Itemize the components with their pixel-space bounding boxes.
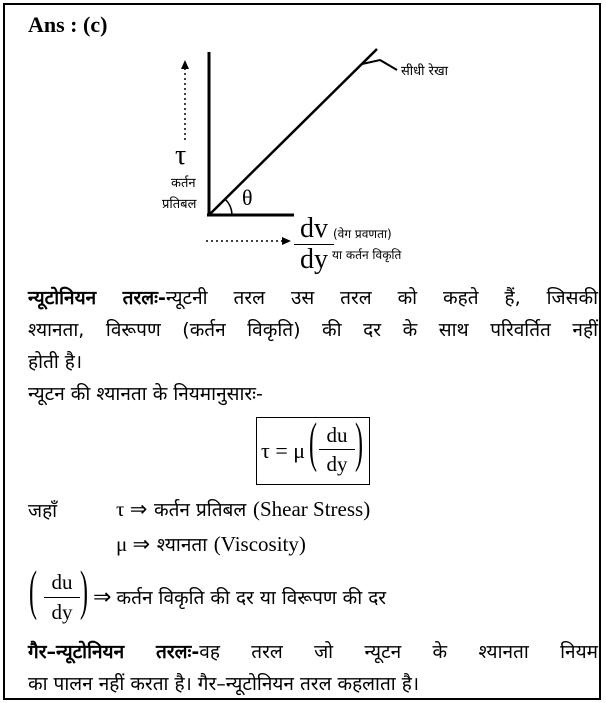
newtonian-paragraph <box>28 282 598 378</box>
right-arrow-head <box>282 237 291 245</box>
non-newtonian-text-line1: वह तरल जो न्यूटन के श्यानता नियम <box>199 641 598 663</box>
rate-num: du <box>44 568 80 598</box>
newtonian-heading: न्यूटोनियन तरलः- <box>28 287 166 309</box>
newtonian-text-line3: होती है। <box>28 351 83 373</box>
formula-lhs: τ = μ <box>261 438 306 463</box>
rate-left-paren: ( <box>29 562 37 623</box>
x-fraction <box>294 214 334 275</box>
angle-arc <box>225 199 232 215</box>
where-label: जहाँ <box>28 500 58 522</box>
tau-symbol: τ <box>175 140 187 171</box>
rate-right-paren: ) <box>80 562 88 623</box>
definition-english: (Viscosity) <box>213 532 306 556</box>
formula-box <box>256 414 370 485</box>
line-label: सीधी रेखा <box>401 64 448 79</box>
definition-english: (Shear Stress) <box>252 497 371 521</box>
rate-text: कर्तन विकृति की दर या विरूपण की दर <box>116 587 387 609</box>
x-label-line1: (वेग प्रवणता) <box>333 227 392 241</box>
non-newtonian-heading: गैर–न्यूटोनियन तरलः- <box>28 641 200 663</box>
y-label-line1: कर्तन <box>171 176 196 191</box>
y-label-line2: प्रतिबल <box>162 197 197 212</box>
definition-hindi: श्यानता <box>156 534 208 556</box>
up-arrow-head <box>181 60 189 69</box>
formula-right-paren: ) <box>355 414 363 475</box>
non-newtonian-text-line2: का पालन नहीं करता है। गैर–न्यूटोनियन तरल कहलाता है। <box>28 673 420 695</box>
rate-arrow: ⇒ <box>93 584 112 609</box>
x-fraction-num: dv <box>294 214 334 245</box>
law-intro: न्यूटन की श्यानता के नियमानुसारः- <box>28 383 263 405</box>
rate-fraction <box>44 568 80 627</box>
formula-num: du <box>319 421 355 450</box>
definition-viscosity <box>116 531 306 557</box>
non-newtonian-paragraph <box>28 636 598 700</box>
x-label-line2: या कर्तन विकृति <box>332 248 402 262</box>
theta-label: θ <box>242 185 253 210</box>
straight-line <box>209 49 377 215</box>
definition-hindi: कर्तन प्रतिबल <box>153 499 247 521</box>
definition-symbol: μ ⇒ <box>116 532 151 556</box>
rate-den: dy <box>51 600 73 624</box>
newtonian-text-line1: न्यूटनी तरल उस तरल को कहते हैं, जिसकी <box>165 287 598 309</box>
definition-symbol: τ ⇒ <box>116 497 148 521</box>
formula-fraction <box>319 421 355 478</box>
definition-shear-stress <box>116 496 370 522</box>
formula-den: dy <box>326 452 348 476</box>
rate-definition <box>93 584 386 610</box>
answer-label: Ans : (c) <box>28 12 108 37</box>
x-fraction-den: dy <box>300 244 328 275</box>
label-leader <box>362 60 397 70</box>
formula-left-paren: ( <box>309 414 317 475</box>
newtonian-text-line2: श्यानता, विरूपण (कर्तन विकृति) की दर के साथ परिवर्तित नहीं <box>28 319 598 341</box>
